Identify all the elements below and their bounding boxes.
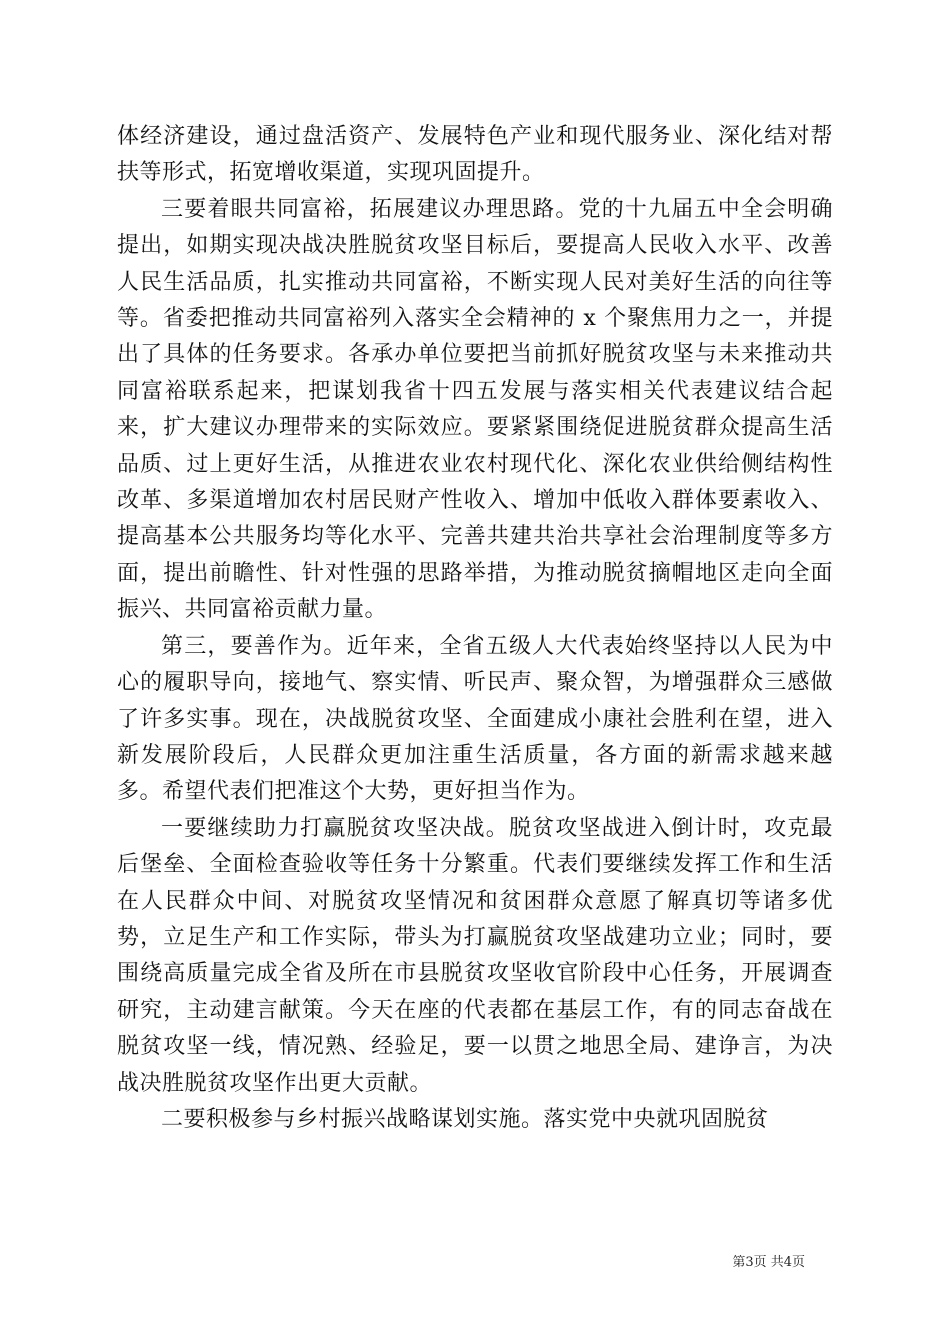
paragraph-4: 一要继续助力打赢脱贫攻坚决战。脱贫攻坚战进入倒计时，攻克最后堡垒、全面检查验收等任务十分繁重。代表们要继续发挥工作和生活在人民群众中间、对脱贫攻坚情况和贫困群众意愿了解真切等诸多优势，立足生产和工作实际，带头为打赢脱贫攻坚战建功立业；同时，要围绕高质量完成全省及所在市县脱贫攻坚收官阶段中心任务，开展调查研究，主动建言献策。今天在座的代表都在基层工作，有的同志奋战在脱贫攻坚一线，情况熟、经验足，要一以贯之地思全局、建诤言，为决战决胜脱贫攻坚作出更大贡献。 <box>117 815 833 1096</box>
page-number-footer: 第3页 共4页 <box>732 1255 805 1270</box>
document-body <box>117 119 833 1138</box>
paragraph-1: 体经济建设，通过盘活资产、发展特色产业和现代服务业、深化结对帮扶等形式，拓宽增收渠道，实现巩固提升。 <box>117 124 833 186</box>
paragraph-5: 二要积极参与乡村振兴战略谋划实施。落实党中央就巩固脱贫 <box>161 1106 769 1132</box>
paragraph-3: 第三，要善作为。近年来，全省五级人大代表始终坚持以人民为中心的履职导向，接地气、察实情、听民声、聚众智，为增强群众三感做了许多实事。现在，决战脱贫攻坚、全面建成小康社会胜利在望，进入新发展阶段后，人民群众更加注重生活质量，各方面的新需求越来越多。希望代表们把准这个大势，更好担当作为。 <box>117 633 833 805</box>
paragraph-2: 三要着眼共同富裕，拓展建议办理思路。党的十九届五中全会明确提出，如期实现决战决胜脱贫攻坚目标后，要提高人民收入水平、改善人民生活品质，扎实推动共同富裕，不断实现人民对美好生活的向往等等。省委把推动共同富裕列入落实全会精神的 x 个聚焦用力之一，并提出了具体的任务要求。各承办单位要把当前抓好脱贫攻坚与未来推动共同富裕联系起来，把谋划我省十四五发展与落实相关代表建议结合起来，扩大建议办理带来的实际效应。要紧紧围绕促进脱贫群众提高生活品质、过上更好生活，从推进农业农村现代化、深化农业供给侧结构性改革、多渠道增加农村居民财产性收入、增加中低收入群体要素收入、提高基本公共服务均等化水平、完善共建共治共享社会治理制度等多方面，提出前瞻性、针对性强的思路举措，为推动脱贫摘帽地区走向全面振兴、共同富裕贡献力量。 <box>117 196 833 623</box>
